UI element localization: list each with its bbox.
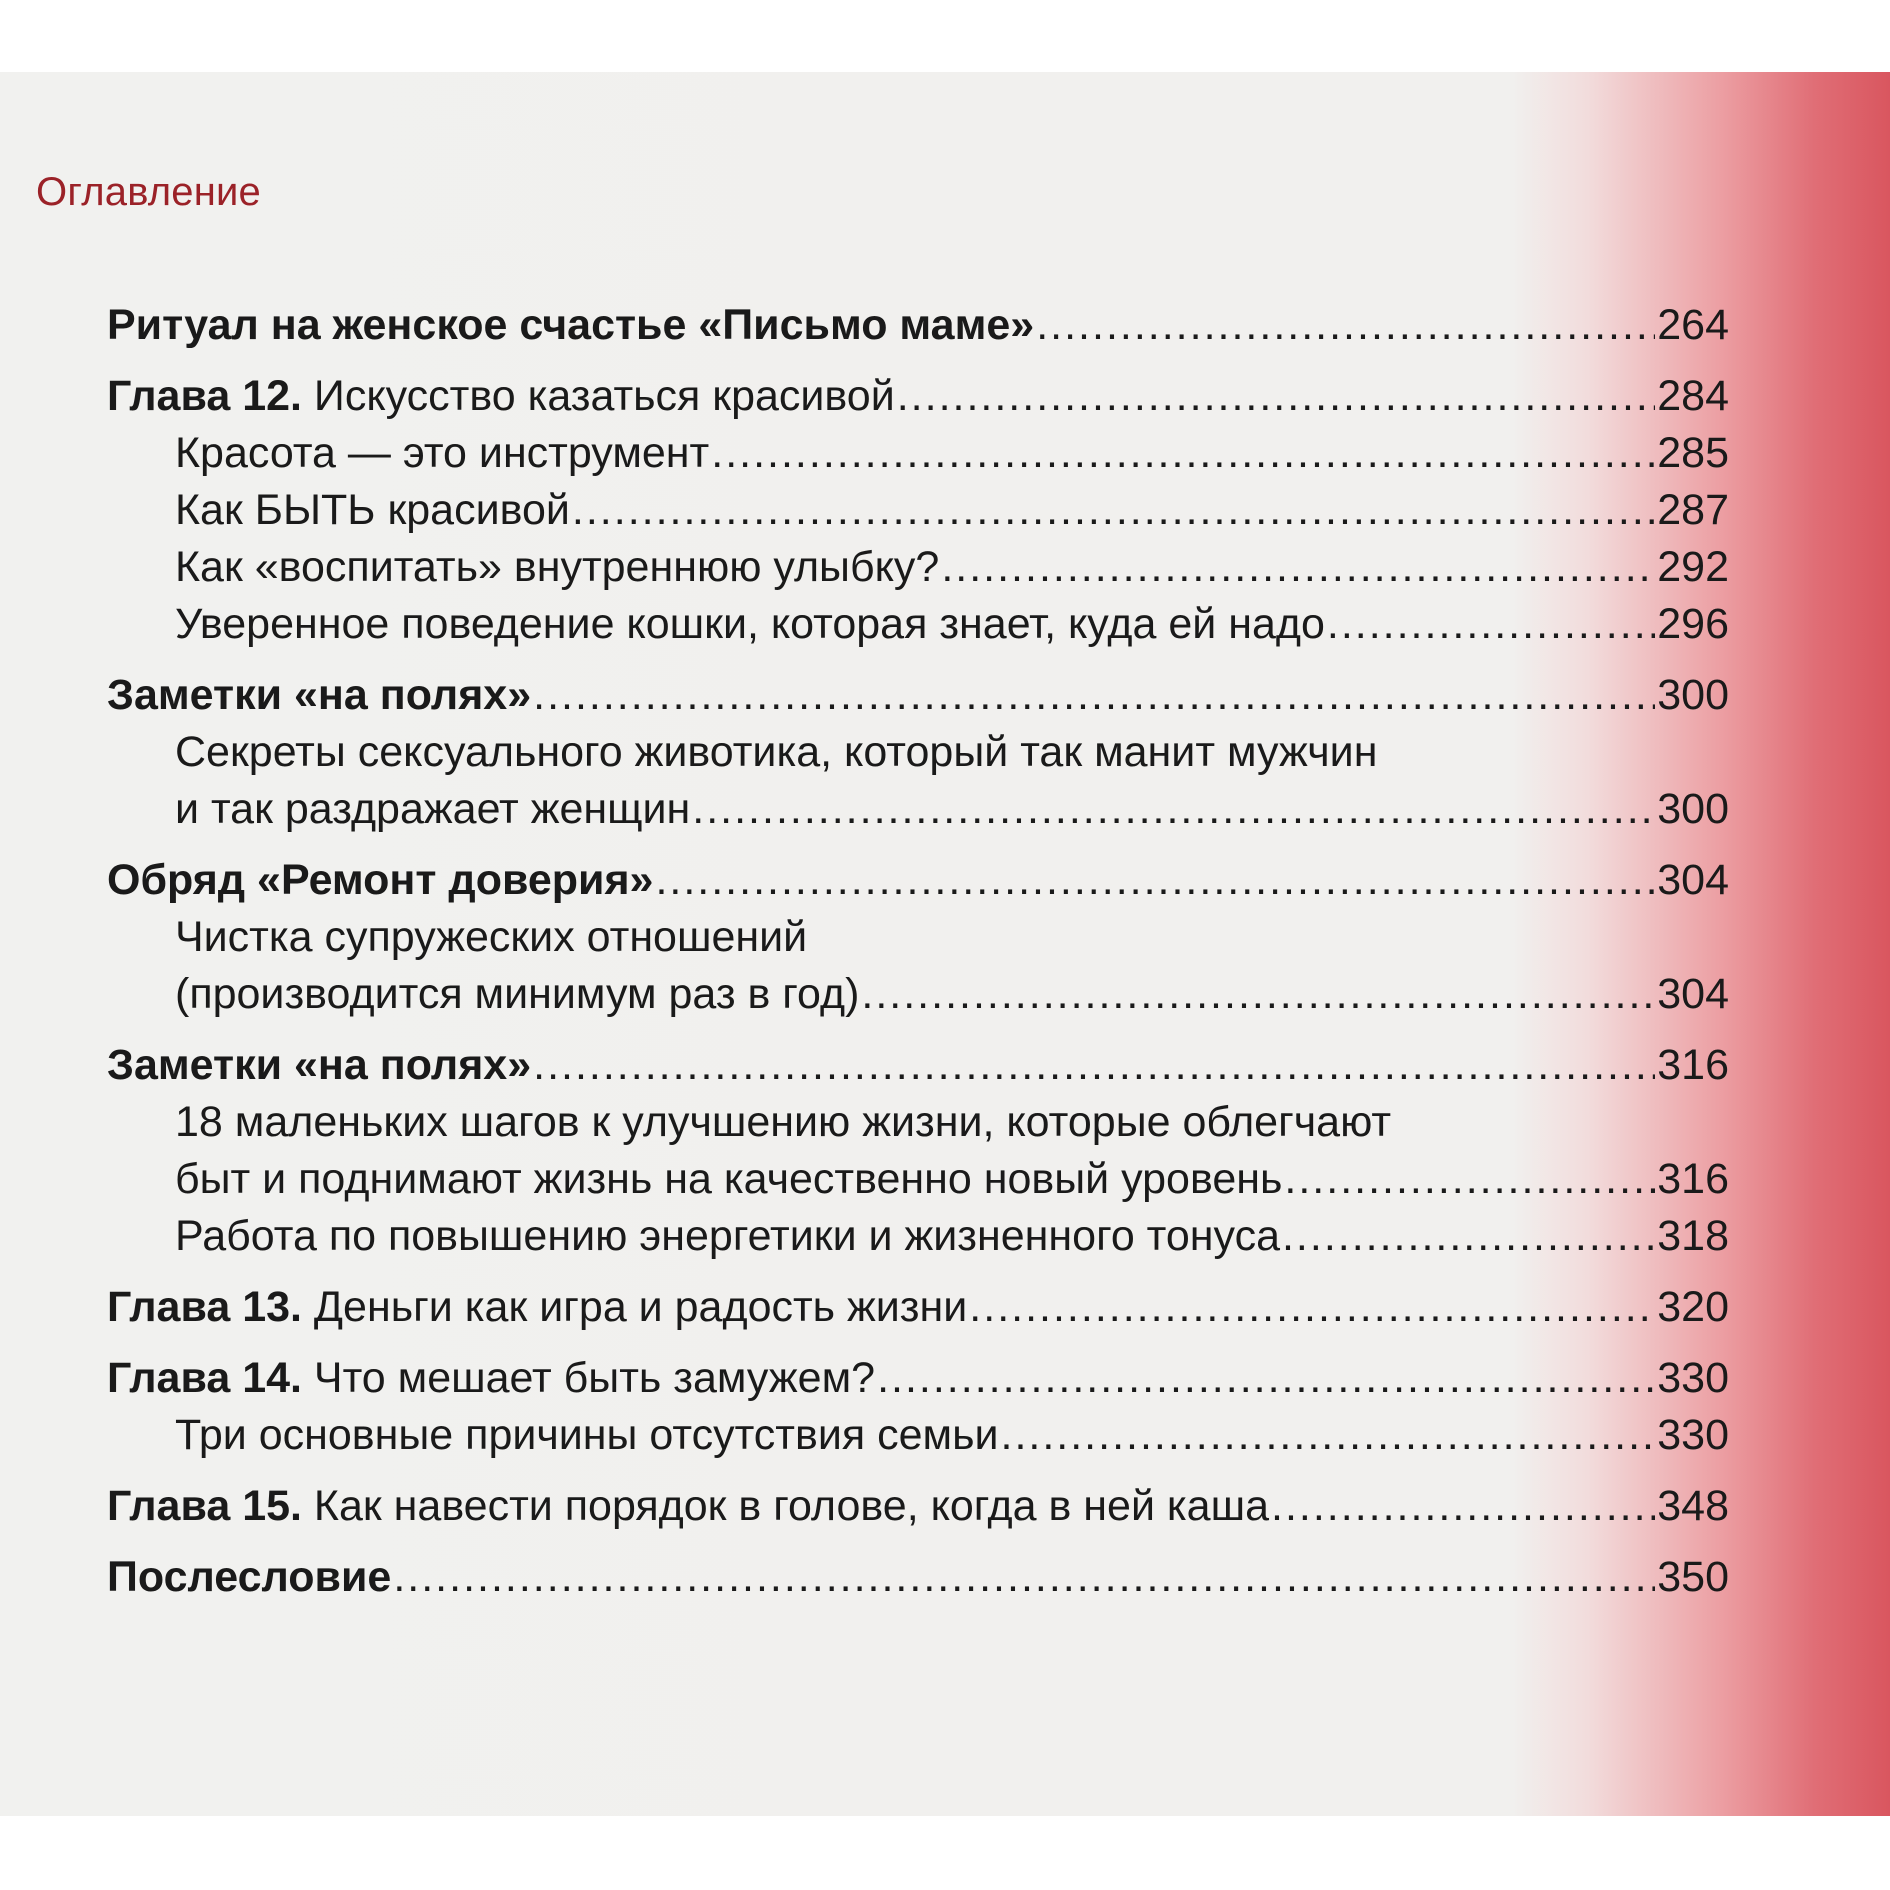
toc-entry-title <box>107 1037 531 1094</box>
toc-entry-text: Красота — это инструмент <box>175 429 710 477</box>
toc-entry <box>107 596 1729 653</box>
toc-entry-text: Как БЫТЬ красивой <box>175 486 570 534</box>
toc-entry-text: Секреты сексуального животика, который так манит мужчин <box>175 728 1378 776</box>
toc-entry-title <box>107 667 531 724</box>
page-number: 285 <box>1657 429 1729 477</box>
page-number: 316 <box>1657 1041 1729 1089</box>
toc-entry-text: Ритуал на женское счастье «Письмо маме» <box>107 301 1035 349</box>
toc-entry-text: Искусство казаться красивой <box>301 372 895 420</box>
toc-entry <box>107 368 1729 425</box>
toc-entry-title <box>175 909 807 966</box>
toc-entry <box>107 1037 1729 1094</box>
toc-entry <box>107 297 1729 354</box>
toc-entry-title <box>175 1094 1391 1151</box>
page-title: Оглавление <box>36 170 262 214</box>
toc-entry <box>107 1549 1729 1606</box>
dot-leader <box>655 852 1655 909</box>
dot-leader <box>1284 1151 1655 1208</box>
dot-leader <box>969 1279 1655 1336</box>
dot-leader <box>1271 1478 1655 1535</box>
toc-entry-title <box>107 297 1034 354</box>
toc-entry-title <box>107 1279 967 1336</box>
dot-leader <box>877 1350 1655 1407</box>
toc-entry-title <box>175 966 859 1023</box>
page-number: 300 <box>1657 671 1729 719</box>
toc-entry-text: Заметки «на полях» <box>107 671 532 719</box>
toc-entry-title <box>175 596 1325 653</box>
toc-entry-title <box>175 1407 999 1464</box>
toc-entry <box>107 1350 1729 1407</box>
toc-entry-title <box>175 482 570 539</box>
toc-entry-text: Работа по повышению энергетики и жизненного тонуса <box>175 1212 1280 1260</box>
toc-entry-title <box>175 1208 1280 1265</box>
toc-entry-title <box>107 852 653 909</box>
toc-entry-text: Как «воспитать» внутреннюю улыбку? <box>175 543 940 591</box>
toc-entry-continued <box>107 724 1729 781</box>
page-number: 292 <box>1657 543 1729 591</box>
toc-entry-continued <box>107 1094 1729 1151</box>
page-number: 330 <box>1657 1354 1729 1402</box>
toc-entry <box>107 667 1729 724</box>
dot-leader <box>861 966 1655 1023</box>
dot-leader <box>1327 596 1655 653</box>
toc-entry <box>107 1279 1729 1336</box>
toc-entry-title <box>107 368 895 425</box>
page-number: 296 <box>1657 600 1729 648</box>
toc-entry <box>107 425 1729 482</box>
dot-leader <box>533 1037 1655 1094</box>
toc-entry-text: Обряд «Ремонт доверия» <box>107 856 654 904</box>
page-number: 350 <box>1657 1553 1729 1601</box>
toc-entry-text: Три основные причины отсутствия семьи <box>175 1411 999 1459</box>
chapter-number: Глава 12. <box>107 372 302 420</box>
dot-leader <box>393 1549 1655 1606</box>
dot-leader <box>692 781 1655 838</box>
dot-leader <box>1001 1407 1656 1464</box>
dot-leader <box>711 425 1655 482</box>
toc-entry-title <box>175 1151 1282 1208</box>
toc-entry-text: Как навести порядок в голове, когда в ней каша <box>301 1482 1270 1530</box>
toc-entry <box>107 539 1729 596</box>
page-number: 264 <box>1657 301 1729 349</box>
toc-entry-text: Заметки «на полях» <box>107 1041 532 1089</box>
toc-entry <box>107 1407 1729 1464</box>
dot-leader <box>533 667 1655 724</box>
toc-entry-title <box>107 1350 875 1407</box>
table-of-contents <box>107 297 1729 1606</box>
toc-entry-title <box>175 425 709 482</box>
chapter-number: Глава 15. <box>107 1482 302 1530</box>
toc-entry-title <box>107 1549 391 1606</box>
toc-entry-text: Послесловие <box>107 1553 392 1601</box>
dot-leader <box>897 368 1656 425</box>
toc-entry <box>107 781 1729 838</box>
toc-entry <box>107 1151 1729 1208</box>
toc-entry-continued <box>107 909 1729 966</box>
page-number: 304 <box>1657 856 1729 904</box>
page-number: 304 <box>1657 970 1729 1018</box>
toc-entry-text: Что мешает быть замужем? <box>301 1354 876 1402</box>
page-number: 348 <box>1657 1482 1729 1530</box>
dot-leader <box>572 482 1655 539</box>
page-number: 320 <box>1657 1283 1729 1331</box>
dot-leader <box>1282 1208 1655 1265</box>
toc-entry <box>107 1208 1729 1265</box>
toc-entry <box>107 1478 1729 1535</box>
toc-entry-text: (производится минимум раз в год) <box>175 970 860 1018</box>
toc-entry-text: Деньги как игра и радость жизни <box>301 1283 968 1331</box>
book-page <box>0 72 1890 1816</box>
page-number: 300 <box>1657 785 1729 833</box>
chapter-number: Глава 14. <box>107 1354 302 1402</box>
page-number: 284 <box>1657 372 1729 420</box>
toc-entry <box>107 852 1729 909</box>
page-number: 318 <box>1657 1212 1729 1260</box>
toc-entry-text: Уверенное поведение кошки, которая знает, куда ей надо <box>175 600 1325 648</box>
chapter-number: Глава 13. <box>107 1283 302 1331</box>
dot-leader <box>941 539 1655 596</box>
toc-entry <box>107 966 1729 1023</box>
toc-entry <box>107 482 1729 539</box>
toc-entry-title <box>175 724 1377 781</box>
toc-entry-title <box>175 539 939 596</box>
page-number: 287 <box>1657 486 1729 534</box>
toc-entry-text: и так раздражает женщин <box>175 785 691 833</box>
toc-entry-text: Чистка супружеских отношений <box>175 913 808 961</box>
toc-entry-title <box>107 1478 1269 1535</box>
toc-entry-title <box>175 781 690 838</box>
toc-entry-text: быт и поднимают жизнь на качественно новый уровень <box>175 1155 1283 1203</box>
page-number: 316 <box>1657 1155 1729 1203</box>
toc-entry-text: 18 маленьких шагов к улучшению жизни, которые облегчают <box>175 1098 1392 1146</box>
dot-leader <box>1036 297 1655 354</box>
page-number: 330 <box>1657 1411 1729 1459</box>
